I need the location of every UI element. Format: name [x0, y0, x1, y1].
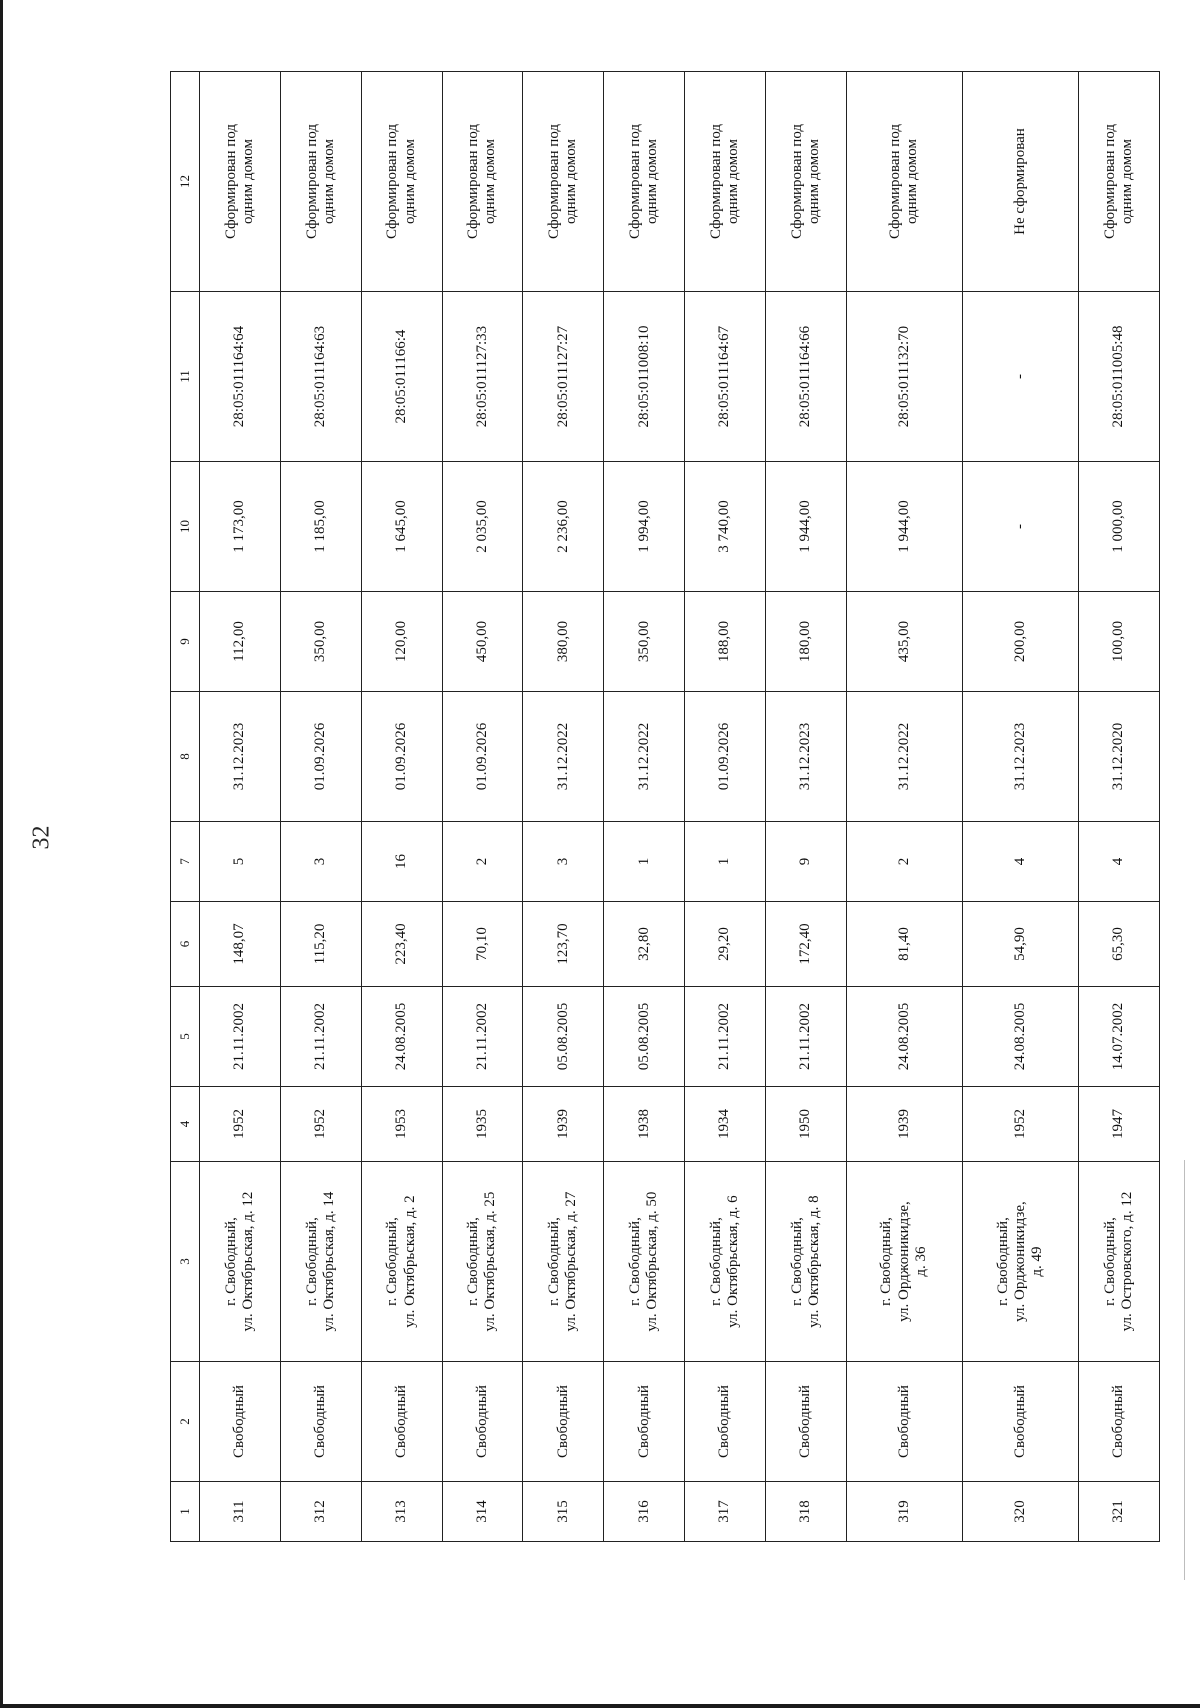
price-cell: 2 035,00 [442, 462, 523, 592]
plot-area-cell: 435,00 [846, 592, 962, 692]
area-cell: 54,90 [962, 902, 1078, 987]
cell-line: г. Свободный, [546, 1217, 563, 1306]
count-cell: 2 [442, 822, 523, 902]
address-cell [1079, 1162, 1160, 1362]
table-row [604, 72, 685, 1542]
table-row [200, 72, 281, 1542]
price-cell: 1 173,00 [200, 462, 281, 592]
cell-line: Сформирован под [222, 123, 239, 240]
status-cell [1079, 72, 1160, 292]
area-cell: 81,40 [846, 902, 962, 987]
year-cell: 1935 [442, 1087, 523, 1162]
settlement-cell: Свободный [962, 1362, 1078, 1482]
year-cell: 1953 [361, 1087, 442, 1162]
area-cell: 223,40 [361, 902, 442, 987]
cell-line: ул. Октябрьская, д. 25 [482, 1191, 499, 1332]
row-number: 311 [200, 1482, 281, 1542]
row-number: 319 [846, 1482, 962, 1542]
deadline-cell: 01.09.2026 [361, 692, 442, 822]
status-cell [523, 72, 604, 292]
plot-area-cell: 350,00 [280, 592, 361, 692]
column-number-row [171, 72, 200, 1542]
cell-line: ул. Октябрьская, д. 2 [401, 1195, 418, 1328]
area-cell: 32,80 [604, 902, 685, 987]
address-cell [280, 1162, 361, 1362]
address-cell [604, 1162, 685, 1362]
cadastral-number-cell: 28:05:011127:33 [442, 292, 523, 462]
cell-line: Сформирован под [303, 123, 320, 240]
cell-line: д. 36 [912, 1246, 929, 1277]
cell-line: г. Свободный, [878, 1217, 895, 1306]
cadastral-number-cell: 28:05:011164:66 [765, 292, 846, 462]
settlement-cell: Свободный [1079, 1362, 1160, 1482]
column-header: 3 [171, 1162, 200, 1362]
status-cell [442, 72, 523, 292]
column-header: 1 [171, 1482, 200, 1542]
count-cell: 1 [685, 822, 766, 902]
page-number: 32 [28, 825, 55, 850]
cell-line: одним домом [904, 138, 921, 225]
date-cell: 24.08.2005 [962, 987, 1078, 1087]
table-row [846, 72, 962, 1542]
row-number: 318 [765, 1482, 846, 1542]
year-cell: 1939 [846, 1087, 962, 1162]
cell-line: одним домом [724, 138, 741, 225]
cell-line: ул. Октябрьская, д. 12 [239, 1191, 256, 1332]
table-row [361, 72, 442, 1542]
cell-line: Сформирован под [384, 123, 401, 240]
settlement-cell: Свободный [765, 1362, 846, 1482]
count-cell: 4 [962, 822, 1078, 902]
cell-line: одним домом [805, 138, 822, 225]
cell-line: ул. Орджоникидзе, [895, 1201, 912, 1322]
settlement-cell: Свободный [523, 1362, 604, 1482]
housing-register-table [170, 71, 1160, 1542]
table-row [442, 72, 523, 1542]
column-header: 12 [171, 72, 200, 292]
column-header: 8 [171, 692, 200, 822]
table-row [765, 72, 846, 1542]
settlement-cell: Свободный [846, 1362, 962, 1482]
rotated-table-container [170, 72, 1160, 1542]
year-cell: 1952 [280, 1087, 361, 1162]
year-cell: 1947 [1079, 1087, 1160, 1162]
cell-line: Сформирован под [707, 123, 724, 240]
cadastral-number-cell: 28:05:011164:63 [280, 292, 361, 462]
table-row [280, 72, 361, 1542]
cell-line: Не сформирован [1011, 128, 1028, 235]
date-cell: 24.08.2005 [846, 987, 962, 1087]
date-cell: 21.11.2002 [200, 987, 281, 1087]
price-cell: 1 645,00 [361, 462, 442, 592]
cadastral-number-cell: 28:05:011008:10 [604, 292, 685, 462]
cell-line: одним домом [401, 138, 418, 225]
year-cell: 1934 [685, 1087, 766, 1162]
cadastral-number-cell: 28:05:011164:67 [685, 292, 766, 462]
table-body [200, 72, 1160, 1542]
row-number: 315 [523, 1482, 604, 1542]
address-cell [361, 1162, 442, 1362]
table-row [1079, 72, 1160, 1542]
scan-bottom-edge [0, 1704, 1200, 1708]
cell-line: д. 49 [1029, 1246, 1046, 1277]
settlement-cell: Свободный [604, 1362, 685, 1482]
date-cell: 05.08.2005 [523, 987, 604, 1087]
price-cell: 1 994,00 [604, 462, 685, 592]
address-cell [442, 1162, 523, 1362]
date-cell: 21.11.2002 [765, 987, 846, 1087]
count-cell: 9 [765, 822, 846, 902]
row-number: 316 [604, 1482, 685, 1542]
deadline-cell: 31.12.2023 [765, 692, 846, 822]
deadline-cell: 01.09.2026 [442, 692, 523, 822]
row-number: 313 [361, 1482, 442, 1542]
price-cell: 1 944,00 [846, 462, 962, 592]
price-cell: 1 944,00 [765, 462, 846, 592]
cell-line: г. Свободный, [788, 1217, 805, 1306]
table-row [523, 72, 604, 1542]
cell-line: г. Свободный, [303, 1217, 320, 1306]
cell-line: ул. Октябрьская, д. 8 [805, 1195, 822, 1328]
area-cell: 148,07 [200, 902, 281, 987]
cell-line: г. Свободный, [384, 1217, 401, 1306]
cadastral-number-cell: - [962, 292, 1078, 462]
cell-line: ул. Октябрьская, д. 6 [724, 1195, 741, 1328]
area-cell: 70,10 [442, 902, 523, 987]
cell-line: одним домом [239, 138, 256, 225]
address-cell [200, 1162, 281, 1362]
deadline-cell: 31.12.2022 [604, 692, 685, 822]
cell-line: одним домом [1119, 138, 1136, 225]
cell-line: одним домом [563, 138, 580, 225]
date-cell: 24.08.2005 [361, 987, 442, 1087]
cell-line: ул. Островского, д. 12 [1119, 1191, 1136, 1332]
settlement-cell: Свободный [361, 1362, 442, 1482]
cell-line: Сформирован под [626, 123, 643, 240]
column-header: 9 [171, 592, 200, 692]
column-header: 7 [171, 822, 200, 902]
cell-line: ул. Октябрьская, д. 27 [563, 1191, 580, 1332]
count-cell: 1 [604, 822, 685, 902]
year-cell: 1952 [200, 1087, 281, 1162]
area-cell: 29,20 [685, 902, 766, 987]
date-cell: 21.11.2002 [685, 987, 766, 1087]
count-cell: 4 [1079, 822, 1160, 902]
cell-line: г. Свободный, [465, 1217, 482, 1306]
plot-area-cell: 120,00 [361, 592, 442, 692]
plot-area-cell: 188,00 [685, 592, 766, 692]
year-cell: 1938 [604, 1087, 685, 1162]
date-cell: 21.11.2002 [280, 987, 361, 1087]
plot-area-cell: 180,00 [765, 592, 846, 692]
cadastral-number-cell: 28:05:011127:27 [523, 292, 604, 462]
row-number: 317 [685, 1482, 766, 1542]
address-cell [685, 1162, 766, 1362]
address-cell [846, 1162, 962, 1362]
deadline-cell: 31.12.2022 [846, 692, 962, 822]
status-cell [604, 72, 685, 292]
cell-line: г. Свободный, [626, 1217, 643, 1306]
year-cell: 1939 [523, 1087, 604, 1162]
scan-left-edge [0, 0, 3, 1708]
status-cell [962, 72, 1078, 292]
cell-line: ул. Октябрьская, д. 50 [644, 1191, 661, 1332]
cell-line: Сформирован под [465, 123, 482, 240]
status-cell [685, 72, 766, 292]
cadastral-number-cell: 28:05:011166:4 [361, 292, 442, 462]
year-cell: 1952 [962, 1087, 1078, 1162]
table-row [962, 72, 1078, 1542]
address-cell [962, 1162, 1078, 1362]
cell-line: одним домом [320, 138, 337, 225]
plot-area-cell: 350,00 [604, 592, 685, 692]
cadastral-number-cell: 28:05:011005:48 [1079, 292, 1160, 462]
area-cell: 123,70 [523, 902, 604, 987]
settlement-cell: Свободный [280, 1362, 361, 1482]
status-cell [361, 72, 442, 292]
cell-line: г. Свободный, [707, 1217, 724, 1306]
cell-line: ул. Октябрьская, д. 14 [320, 1191, 337, 1332]
date-cell: 21.11.2002 [442, 987, 523, 1087]
year-cell: 1950 [765, 1087, 846, 1162]
row-number: 314 [442, 1482, 523, 1542]
cell-line: г. Свободный, [222, 1217, 239, 1306]
cell-line: одним домом [644, 138, 661, 225]
cell-line: ул. Орджоникидзе, [1011, 1201, 1028, 1322]
area-cell: 115,20 [280, 902, 361, 987]
price-cell: - [962, 462, 1078, 592]
plot-area-cell: 100,00 [1079, 592, 1160, 692]
column-header: 6 [171, 902, 200, 987]
date-cell: 14.07.2002 [1079, 987, 1160, 1087]
table-row [685, 72, 766, 1542]
plot-area-cell: 112,00 [200, 592, 281, 692]
column-header: 2 [171, 1362, 200, 1482]
cadastral-number-cell: 28:05:011164:64 [200, 292, 281, 462]
count-cell: 3 [523, 822, 604, 902]
price-cell: 3 740,00 [685, 462, 766, 592]
status-cell [200, 72, 281, 292]
area-cell: 172,40 [765, 902, 846, 987]
cell-line: Сформирован под [1101, 123, 1118, 240]
cell-line: г. Свободный, [1101, 1217, 1118, 1306]
column-header: 4 [171, 1087, 200, 1162]
address-cell [523, 1162, 604, 1362]
deadline-cell: 31.12.2020 [1079, 692, 1160, 822]
cell-line: Сформирован под [788, 123, 805, 240]
cadastral-number-cell: 28:05:011132:70 [846, 292, 962, 462]
deadline-cell: 01.09.2026 [280, 692, 361, 822]
settlement-cell: Свободный [200, 1362, 281, 1482]
count-cell: 2 [846, 822, 962, 902]
date-cell: 05.08.2005 [604, 987, 685, 1087]
cell-line: одним домом [482, 138, 499, 225]
price-cell: 2 236,00 [523, 462, 604, 592]
row-number: 312 [280, 1482, 361, 1542]
count-cell: 3 [280, 822, 361, 902]
price-cell: 1 000,00 [1079, 462, 1160, 592]
deadline-cell: 31.12.2023 [962, 692, 1078, 822]
deadline-cell: 31.12.2022 [523, 692, 604, 822]
settlement-cell: Свободный [442, 1362, 523, 1482]
cell-line: г. Свободный, [994, 1217, 1011, 1306]
plot-area-cell: 200,00 [962, 592, 1078, 692]
column-header: 11 [171, 292, 200, 462]
count-cell: 5 [200, 822, 281, 902]
count-cell: 16 [361, 822, 442, 902]
column-header: 10 [171, 462, 200, 592]
area-cell: 65,30 [1079, 902, 1160, 987]
status-cell [280, 72, 361, 292]
deadline-cell: 01.09.2026 [685, 692, 766, 822]
address-cell [765, 1162, 846, 1362]
cell-line: Сформирован под [546, 123, 563, 240]
cell-line: Сформирован под [887, 123, 904, 240]
price-cell: 1 185,00 [280, 462, 361, 592]
row-number: 321 [1079, 1482, 1160, 1542]
deadline-cell: 31.12.2023 [200, 692, 281, 822]
plot-area-cell: 380,00 [523, 592, 604, 692]
scan-artifact [1184, 1160, 1185, 1580]
row-number: 320 [962, 1482, 1078, 1542]
settlement-cell: Свободный [685, 1362, 766, 1482]
status-cell [846, 72, 962, 292]
status-cell [765, 72, 846, 292]
plot-area-cell: 450,00 [442, 592, 523, 692]
column-header: 5 [171, 987, 200, 1087]
